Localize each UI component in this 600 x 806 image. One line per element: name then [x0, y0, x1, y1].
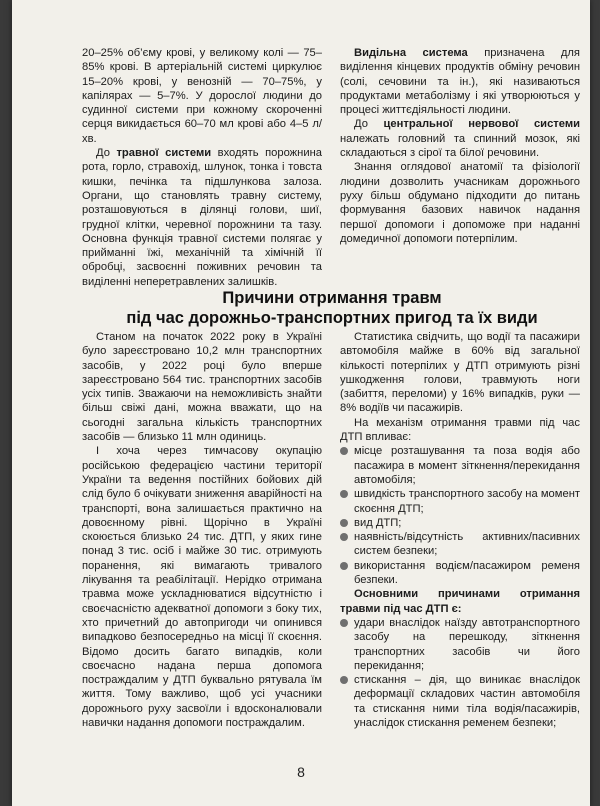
heading-line-2: під час дорожньо-транспортних пригод та їх види	[126, 309, 538, 327]
list-item: вид ДТП;	[340, 516, 580, 530]
heading-line-1: Причини отримання травм	[222, 289, 442, 307]
bullet-icon	[340, 619, 348, 627]
causes-list	[340, 616, 580, 730]
paragraph-mechanism: На механізм отримання травми під час ДТП впливає:	[340, 416, 580, 444]
bullet-icon	[340, 562, 348, 570]
paragraph-knowledge: Знання оглядової анатомії та фізіології людини дозволить учасникам дорожнього руху більш обдумано підходити до питань формування базових навичок надання першої допомоги і допоможе при наданні домедичної допомоги потерпілим.	[340, 161, 580, 245]
bottom-right-column	[340, 330, 580, 730]
list-item: стискання – дія, що виникає внаслідок деформації складових частин автомобіля та стискання ними тіла водія/пасажирів, унаслідок стискання ременем безпеки;	[340, 673, 580, 730]
bullet-icon	[340, 447, 348, 455]
paragraph-vehicles: Станом на початок 2022 року в Україні було зареєстровано 10,2 млн транспортних засобів, у 2022 році було вперше зареєстровано 564 тис. транспортних засобів усіх типів. Зважаючи на неможливість знайти більш свіжі дані, можна вважати, що на сьогодні загальна кількість транспортних засобів — близько 11 млн одиниць.	[82, 331, 322, 444]
paragraph-accidents: І хоча через тимчасову окупацію російською федерацією частини території України та ведення постійних бойових дій слід було б очікувати зниження аварійності на транспорті, вона залишається практично на довоєнному рівні. Щорічно в Україні скоюється близько 24 тис. ДТП, у яких гине понад 3 тис. осіб і майже 30 тис. отримують поранення, які вимагають тривалого лікування та реабілітації. Нерідко отримана травма може ускладнюватися відсутністю і своєчасністю адекватної допомоги з боку тих, хто причетний до автопригоди чи опинився випадково безпосередньо на місці її скоєння. Відомо досить багато випадків, коли своєчасно надана перша допомога постраждалим у ДТП буквально рятувала їм життя. Тому важливо, щоб усі учасники дорожнього руху засвоїли і вдосконалювали навички надання допомоги постраждалим.	[82, 445, 322, 730]
section-heading	[72, 288, 592, 328]
paragraph-nervous: До центральної нервової системи належать головний та спинний мозок, які складаються з сірої та білої речовини.	[340, 118, 580, 160]
list-item: удари внаслідок наїзду автотранспортного засобу на перешкоду, зіткнення транспортних засобів чи його перекидання;	[340, 616, 580, 673]
paragraph-digestive: До травної системи входять порожнина рота, горло, стравохід, шлунок, тонка і товста кишки, печінка та підшлункова залоза. Органи, що становлять травну систему, розташовуються в ділянці голови, шиї, грудної клітки, черевної порожнини та тазу. Основна функція травної системи полягає у прийманні їжі, механічній та хімічній її обробці, засвоєнні поживних речовин та виділенні неперетравлених залишків.	[82, 147, 322, 288]
bottom-left-column	[82, 330, 322, 730]
term-digestive-system: травної системи	[116, 147, 212, 160]
list-item: наявність/відсутність активних/пасивних систем безпеки;	[340, 530, 580, 559]
bullet-icon	[340, 533, 348, 541]
paragraph-main-causes: Основними причинами отримання травми під час ДТП є:	[340, 588, 580, 615]
list-item: використання водієм/пасажиром ременя безпеки.	[340, 559, 580, 588]
bullet-icon	[340, 519, 348, 527]
term-nervous-system: центральної нервової системи	[383, 118, 580, 131]
book-page	[12, 0, 590, 806]
list-item: швидкість транспортного засобу на момент скоєння ДТП;	[340, 487, 580, 516]
bullet-icon	[340, 490, 348, 498]
factors-list	[340, 444, 580, 587]
top-left-column	[82, 46, 322, 289]
top-right-column	[340, 46, 580, 246]
paragraph-excretory: Видільна система призначена для виділення кінцевих продуктів обміну речовин (солі, сечовини та ін.), які називаються продуктами метаболізму і які утворюються у процесі життєдіяльності людини.	[340, 47, 580, 117]
list-item: місце розташування та поза водія або пасажира в момент зіткнення/перекидання автомобіля;	[340, 444, 580, 487]
page-number: 8	[297, 764, 305, 780]
paragraph-statistics: Статистика свідчить, що водії та пасажири автомобіля майже в 60% від загальної кількості потерпілих у ДТП отримують різні ушкодження голови, травмують ноги (забиття, переломи) у 16% випадків, руки — 8% водіїв чи пасажирів.	[340, 331, 580, 415]
bullet-icon	[340, 676, 348, 684]
paragraph-circulation: 20–25% об’єму крові, у великому колі — 75–85% крові. В артеріальній системі циркулює 15–20% крові, у венозній — 70–75%, у капілярах — 5–7%. У дорослої людини до судинної системи при кожному скороченні серця викидається 60–70 мл крові або 4–5 л/хв.	[82, 47, 322, 145]
term-excretory-system: Видільна система	[354, 47, 468, 59]
